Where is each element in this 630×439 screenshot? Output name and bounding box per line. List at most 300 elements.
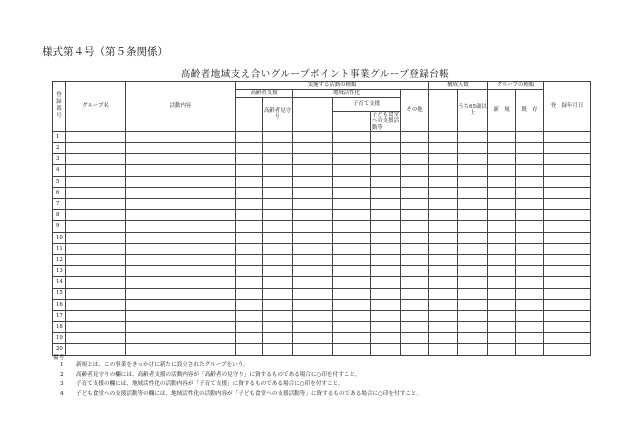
note-number: 2 — [60, 371, 64, 378]
table-cell — [263, 344, 293, 355]
table-cell — [371, 210, 401, 221]
row-number: 14 — [53, 277, 66, 288]
table-cell — [263, 277, 293, 288]
table-cell — [458, 277, 488, 288]
table-row — [53, 154, 591, 165]
table-cell — [293, 232, 333, 243]
table-cell — [516, 187, 544, 198]
table-cell — [236, 221, 263, 232]
table-cell — [293, 187, 333, 198]
note-text: 高齢者見守りの欄には、高齢者支援の活動内容が「高齢者の見守り」に資するものである場合に○印を付すこと。 — [76, 371, 361, 378]
table-row — [53, 131, 591, 142]
table-cell — [401, 266, 429, 277]
table-cell — [126, 299, 236, 310]
table-cell — [458, 176, 488, 187]
table-cell — [293, 266, 333, 277]
table-cell — [458, 299, 488, 310]
table-cell — [516, 333, 544, 344]
table-cell — [488, 243, 516, 254]
table-cell — [371, 199, 401, 210]
table-cell — [66, 333, 126, 344]
table-cell — [293, 165, 333, 176]
table-cell — [371, 254, 401, 265]
table-cell — [293, 221, 333, 232]
table-row — [53, 266, 591, 277]
table-cell — [293, 310, 333, 321]
table-row — [53, 165, 591, 176]
table-cell — [66, 299, 126, 310]
table-cell — [516, 288, 544, 299]
table-cell — [371, 322, 401, 333]
reg-number-header: 登録番号 — [53, 82, 66, 132]
table-cell — [544, 277, 591, 288]
table-cell — [516, 210, 544, 221]
table-cell — [429, 288, 458, 299]
table-cell — [488, 154, 516, 165]
table-cell — [236, 154, 263, 165]
table-cell — [458, 232, 488, 243]
table-cell — [333, 243, 371, 254]
table-cell — [66, 187, 126, 198]
table-cell — [488, 288, 516, 299]
table-cell — [429, 344, 458, 355]
table-cell — [488, 131, 516, 142]
table-cell — [263, 266, 293, 277]
table-cell — [458, 266, 488, 277]
table-cell — [458, 187, 488, 198]
table-cell — [488, 254, 516, 265]
table-cell — [263, 243, 293, 254]
table-cell — [333, 199, 371, 210]
row-number: 12 — [53, 254, 66, 265]
table-cell — [544, 165, 591, 176]
table-row — [53, 277, 591, 288]
table-cell — [126, 243, 236, 254]
table-cell — [488, 333, 516, 344]
table-cell — [66, 243, 126, 254]
table-cell — [516, 165, 544, 176]
table-cell — [371, 299, 401, 310]
table-cell — [401, 131, 429, 142]
table-cell — [236, 187, 263, 198]
table-cell — [236, 277, 263, 288]
table-cell — [236, 266, 263, 277]
table-cell — [333, 299, 371, 310]
table-cell — [371, 143, 401, 154]
row-number: 15 — [53, 288, 66, 299]
table-cell — [458, 199, 488, 210]
table-cell — [333, 277, 371, 288]
table-cell — [126, 187, 236, 198]
activity-type-header: 実施する活動の種類 — [236, 82, 429, 90]
table-row — [53, 143, 591, 154]
row-number: 20 — [53, 344, 66, 355]
row-number: 19 — [53, 333, 66, 344]
table-cell — [488, 176, 516, 187]
table-cell — [66, 254, 126, 265]
table-cell — [371, 333, 401, 344]
table-cell — [516, 199, 544, 210]
table-row — [53, 199, 591, 210]
table-cell — [458, 254, 488, 265]
table-cell — [293, 143, 333, 154]
reg-date-header: 登 録年月日 — [544, 82, 591, 132]
table-cell — [333, 288, 371, 299]
table-cell — [126, 344, 236, 355]
table-row — [53, 232, 591, 243]
table-cell — [293, 299, 333, 310]
table-cell — [544, 232, 591, 243]
table-cell — [263, 221, 293, 232]
table-cell — [401, 243, 429, 254]
table-cell — [293, 277, 333, 288]
over65-header: うち65歳以上 — [458, 90, 488, 132]
table-cell — [429, 154, 458, 165]
members-header: 構成人数 — [429, 82, 488, 90]
table-cell — [458, 333, 488, 344]
table-cell — [263, 165, 293, 176]
table-cell — [544, 199, 591, 210]
table-cell — [66, 310, 126, 321]
elderly-watch-header: 高齢者見守り — [263, 98, 293, 132]
table-cell — [516, 310, 544, 321]
row-number: 1 — [53, 131, 66, 142]
table-cell — [401, 143, 429, 154]
row-number: 17 — [53, 310, 66, 321]
table-cell — [66, 221, 126, 232]
table-cell — [371, 266, 401, 277]
table-cell — [516, 266, 544, 277]
row-number: 7 — [53, 199, 66, 210]
table-cell — [293, 344, 333, 355]
table-cell — [333, 165, 371, 176]
table-cell — [488, 299, 516, 310]
table-cell — [66, 165, 126, 176]
table-cell — [333, 131, 371, 142]
notes-list — [60, 361, 422, 399]
table-cell — [488, 310, 516, 321]
child-meal-header: 子ども食堂への支援活動等 — [372, 112, 399, 131]
table-cell — [66, 199, 126, 210]
table-cell — [371, 176, 401, 187]
note-item — [60, 390, 422, 400]
table-cell — [429, 266, 458, 277]
table-cell — [236, 299, 263, 310]
table-cell — [236, 243, 263, 254]
table-cell — [401, 277, 429, 288]
table-cell — [126, 232, 236, 243]
table-row — [53, 299, 591, 310]
table-cell — [293, 243, 333, 254]
regional-revitalization-header: 地域活性化 — [293, 90, 401, 98]
table-cell — [126, 176, 236, 187]
table-cell — [293, 154, 333, 165]
table-cell — [263, 310, 293, 321]
table-cell — [263, 187, 293, 198]
note-text: 新規とは、この事業をきっかけに新たに設立されたグループをいう。 — [76, 362, 249, 368]
table-cell — [458, 243, 488, 254]
table-cell — [516, 221, 544, 232]
row-number: 8 — [53, 210, 66, 221]
table-cell — [488, 143, 516, 154]
note-item — [60, 361, 422, 371]
table-cell — [516, 131, 544, 142]
table-cell — [263, 322, 293, 333]
table-cell — [488, 322, 516, 333]
table-cell — [236, 254, 263, 265]
table-cell — [66, 322, 126, 333]
table-row — [53, 210, 591, 221]
table-cell — [429, 299, 458, 310]
table-cell — [126, 165, 236, 176]
row-number: 6 — [53, 187, 66, 198]
table-cell — [544, 176, 591, 187]
table-cell — [429, 221, 458, 232]
regional-revitalization-blank-header — [293, 98, 333, 132]
table-cell — [516, 299, 544, 310]
table-cell — [293, 176, 333, 187]
table-cell — [66, 288, 126, 299]
note-item — [60, 380, 422, 390]
row-number: 3 — [53, 154, 66, 165]
table-cell — [401, 176, 429, 187]
row-number: 18 — [53, 322, 66, 333]
table-cell — [544, 288, 591, 299]
table-cell — [236, 288, 263, 299]
document-title: 高齢者地域支え合いグループポイント事業グループ登録台帳 — [180, 69, 450, 80]
table-cell — [544, 243, 591, 254]
table-cell — [401, 221, 429, 232]
table-cell — [126, 131, 236, 142]
table-cell — [263, 154, 293, 165]
table-row — [53, 288, 591, 299]
table-cell — [333, 333, 371, 344]
row-number: 9 — [53, 221, 66, 232]
table-cell — [516, 154, 544, 165]
table-row — [53, 333, 591, 344]
table-cell — [371, 344, 401, 355]
table-cell — [293, 333, 333, 344]
table-cell — [516, 232, 544, 243]
form-number: 様式第４号（第５条関係） — [42, 46, 168, 58]
table-cell — [488, 232, 516, 243]
table-cell — [236, 165, 263, 176]
table-row — [53, 221, 591, 232]
table-cell — [429, 277, 458, 288]
table-cell — [371, 131, 401, 142]
table-cell — [293, 288, 333, 299]
table-cell — [458, 288, 488, 299]
table-cell — [126, 254, 236, 265]
table-cell — [371, 232, 401, 243]
row-number: 11 — [53, 243, 66, 254]
table-cell — [333, 266, 371, 277]
table-cell — [516, 243, 544, 254]
table-cell — [126, 199, 236, 210]
table-cell — [66, 344, 126, 355]
table-cell — [544, 266, 591, 277]
table-cell — [263, 288, 293, 299]
table-cell — [126, 210, 236, 221]
table-cell — [333, 154, 371, 165]
table-cell — [263, 143, 293, 154]
elderly-support-header: 高齢者支援 — [236, 90, 293, 98]
table-cell — [516, 143, 544, 154]
table-cell — [371, 243, 401, 254]
table-row — [53, 344, 591, 355]
table-cell — [429, 199, 458, 210]
table-cell — [236, 210, 263, 221]
table-cell — [293, 322, 333, 333]
table-cell — [371, 288, 401, 299]
table-row — [53, 322, 591, 333]
table-cell — [293, 131, 333, 142]
table-cell — [544, 344, 591, 355]
table-cell — [66, 277, 126, 288]
table-cell — [236, 199, 263, 210]
note-number: 3 — [60, 381, 64, 387]
table-cell — [401, 199, 429, 210]
table-cell — [458, 165, 488, 176]
table-cell — [66, 154, 126, 165]
table-cell — [516, 176, 544, 187]
table-cell — [263, 131, 293, 142]
table-cell — [371, 221, 401, 232]
table-cell — [293, 199, 333, 210]
table-cell — [401, 187, 429, 198]
other-header: その他 — [401, 90, 429, 132]
notes-header: 備考 — [53, 355, 65, 361]
table-row — [53, 310, 591, 321]
note-text: 子ども食堂への支援活動等の欄には、地域活性化の活動内容が「子ども食堂への支援活動等」に資するものである場合に○印を付すこと。 — [76, 390, 423, 397]
table-cell — [263, 176, 293, 187]
note-item — [60, 371, 422, 381]
table-cell — [488, 266, 516, 277]
table-cell — [429, 243, 458, 254]
note-number: 4 — [60, 390, 64, 397]
table-cell — [429, 143, 458, 154]
row-number: 13 — [53, 266, 66, 277]
group-type-header: グループの種類 — [488, 82, 544, 90]
table-cell — [126, 221, 236, 232]
child-rearing-blank-header — [333, 112, 371, 132]
row-number: 4 — [53, 165, 66, 176]
table-cell — [544, 143, 591, 154]
table-cell — [488, 221, 516, 232]
table-cell — [333, 310, 371, 321]
table-cell — [333, 221, 371, 232]
table-row — [53, 176, 591, 187]
table-cell — [429, 254, 458, 265]
table-cell — [371, 154, 401, 165]
table-cell — [66, 232, 126, 243]
table-cell — [333, 254, 371, 265]
row-number: 10 — [53, 232, 66, 243]
table-cell — [371, 310, 401, 321]
table-cell — [333, 232, 371, 243]
table-cell — [544, 131, 591, 142]
table-cell — [236, 310, 263, 321]
table-cell — [488, 210, 516, 221]
existing-header: 既 存 — [516, 90, 544, 132]
table-cell — [236, 131, 263, 142]
new-header: 新 規 — [488, 90, 516, 132]
table-cell — [293, 210, 333, 221]
table-cell — [333, 143, 371, 154]
table-cell — [458, 154, 488, 165]
table-cell — [544, 322, 591, 333]
table-cell — [401, 344, 429, 355]
table-row — [53, 187, 591, 198]
table-cell — [401, 210, 429, 221]
table-cell — [263, 210, 293, 221]
table-cell — [126, 154, 236, 165]
table-cell — [488, 199, 516, 210]
note-number: 1 — [60, 362, 64, 368]
table-cell — [458, 210, 488, 221]
table-cell — [236, 333, 263, 344]
table-cell — [516, 322, 544, 333]
table-cell — [333, 187, 371, 198]
table-cell — [429, 322, 458, 333]
table-cell — [66, 176, 126, 187]
table-cell — [236, 232, 263, 243]
table-cell — [544, 310, 591, 321]
members-total-header — [429, 90, 458, 132]
table-cell — [401, 322, 429, 333]
table-cell — [401, 232, 429, 243]
group-name-header: グループ名 — [66, 82, 126, 132]
table-cell — [333, 210, 371, 221]
row-number: 2 — [53, 143, 66, 154]
table-cell — [429, 210, 458, 221]
table-cell — [458, 131, 488, 142]
table-cell — [263, 333, 293, 344]
table-cell — [333, 176, 371, 187]
table-cell — [429, 176, 458, 187]
table-cell — [263, 199, 293, 210]
elderly-support-blank-header — [236, 98, 263, 132]
table-cell — [236, 344, 263, 355]
table-cell — [458, 322, 488, 333]
table-cell — [516, 344, 544, 355]
table-cell — [488, 187, 516, 198]
row-number: 16 — [53, 299, 66, 310]
table-cell — [126, 288, 236, 299]
table-cell — [371, 165, 401, 176]
table-cell — [333, 322, 371, 333]
row-number: 5 — [53, 176, 66, 187]
table-cell — [66, 131, 126, 142]
table-cell — [236, 322, 263, 333]
table-cell — [263, 299, 293, 310]
table-cell — [236, 143, 263, 154]
table-cell — [126, 310, 236, 321]
table-cell — [66, 266, 126, 277]
table-cell — [429, 131, 458, 142]
table-cell — [371, 187, 401, 198]
table-cell — [488, 344, 516, 355]
registration-table — [52, 81, 591, 356]
table-cell — [401, 254, 429, 265]
table-cell — [429, 333, 458, 344]
table-cell — [126, 333, 236, 344]
table-cell — [429, 310, 458, 321]
table-cell — [333, 344, 371, 355]
table-cell — [401, 299, 429, 310]
table-cell — [429, 232, 458, 243]
table-cell — [126, 266, 236, 277]
